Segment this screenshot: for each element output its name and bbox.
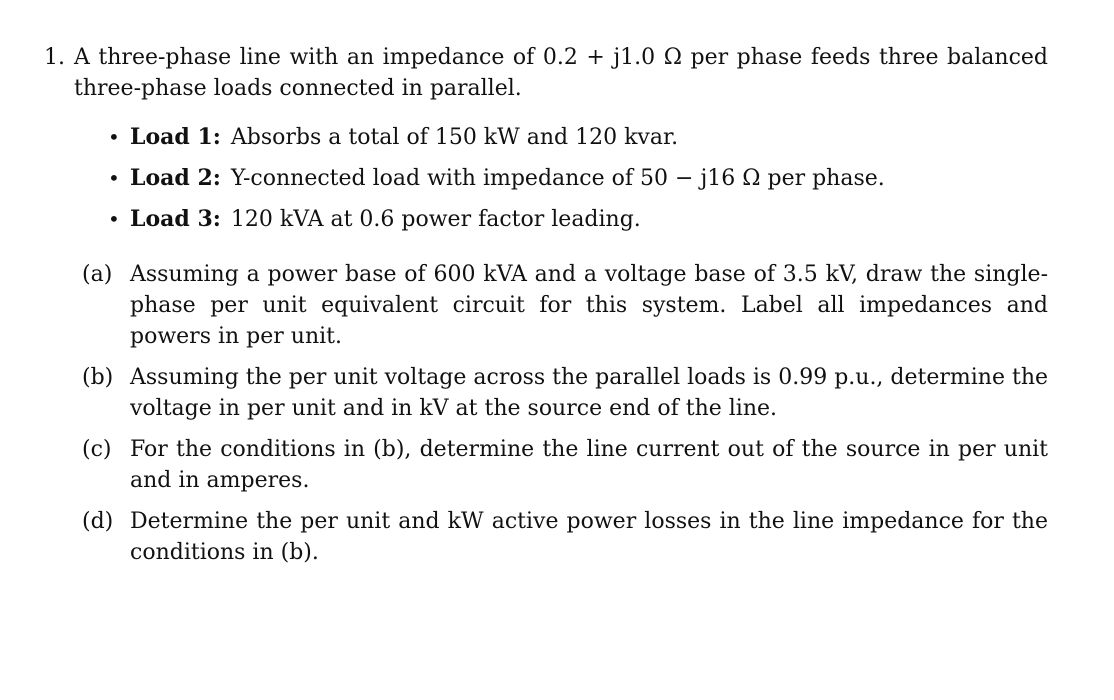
bullet-icon: •	[108, 125, 120, 149]
problem-header	[44, 42, 1048, 104]
subpart-c	[82, 434, 1048, 496]
load-label: Load 1:	[130, 124, 221, 150]
subpart-text: Assuming a power base of 600 kVA and a voltage base of 3.5 kV, draw the single-phase per unit equivalent circuit for this system. Label all impedances and powers in per unit.	[130, 262, 1048, 349]
subpart-a	[82, 259, 1048, 352]
subpart-text: For the conditions in (b), determine the line current out of the source in per unit and in amperes.	[130, 437, 1048, 493]
list-item-load-1	[108, 122, 1048, 153]
list-item-load-2	[108, 163, 1048, 194]
load-entry	[130, 204, 641, 235]
subpart-label: (b)	[82, 365, 114, 390]
load-entry	[130, 122, 678, 153]
subpart-label: (c)	[82, 437, 112, 462]
subpart-label: (a)	[82, 262, 113, 287]
problem-1	[44, 42, 1048, 578]
list-item-load-3	[108, 204, 1048, 235]
load-entry	[130, 163, 885, 194]
load-description: Absorbs a total of 150 kW and 120 kvar.	[230, 125, 679, 150]
subpart-text: Assuming the per unit voltage across the parallel loads is 0.99 p.u., determine the voltage in per unit and in kV at the source end of the line.	[130, 365, 1049, 421]
problem-number: 1.	[44, 45, 65, 70]
load-label: Load 3:	[130, 206, 221, 232]
subpart-label: (d)	[82, 509, 114, 534]
load-label: Load 2:	[130, 165, 221, 191]
subpart-d	[82, 506, 1048, 568]
bullet-icon: •	[108, 207, 120, 231]
subpart-b	[82, 362, 1048, 424]
problem-statement: A three-phase line with an impedance of 0.2 + j1.0 Ω per phase feeds three balanced three-phase loads connected in parallel.	[74, 45, 1049, 101]
load-description: 120 kVA at 0.6 power factor leading.	[230, 207, 641, 232]
load-description: Y-connected load with impedance of 50 − j16 Ω per phase.	[230, 166, 885, 191]
subpart-list	[44, 259, 1048, 568]
bullet-icon: •	[108, 166, 120, 190]
subpart-text: Determine the per unit and kW active power losses in the line impedance for the conditions in (b).	[130, 509, 1048, 565]
load-list	[44, 122, 1048, 235]
